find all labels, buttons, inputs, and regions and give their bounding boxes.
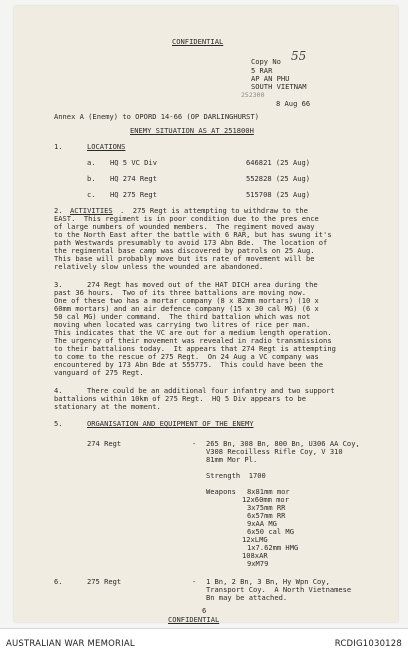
location-line-1: AP AN PHU	[251, 74, 290, 83]
paragraph-line: 50 cal MG) under command. The third battalion which was not	[54, 312, 311, 321]
date-stamp: 252300	[241, 91, 265, 99]
org-line: 81mm Mor Pl.	[206, 455, 258, 464]
section-3-number: 3.	[54, 280, 63, 289]
paragraph-line: 60mm mortars) and an air defence company (15 x 30 cal MG) (6 x	[54, 304, 319, 313]
page-number: 6	[202, 606, 207, 615]
classification-footer: CONFIDENTIAL	[168, 615, 220, 624]
location-grid: 515708 (25 Aug)	[246, 190, 311, 199]
org-line: Bn may be attached.	[206, 593, 288, 602]
date-line: 8 Aug 66	[276, 99, 311, 108]
paragraph-line: . 275 Regt is attempting to withdraw to the	[120, 206, 308, 215]
paragraph-line: relatively slow unless the wounded are abandoned.	[54, 262, 264, 271]
section-2-number: 2.	[54, 206, 63, 215]
location-name: HQ 274 Regt	[110, 174, 157, 183]
location-letter: c.	[87, 190, 96, 199]
section-1-number: 1.	[54, 142, 63, 151]
weapon-item: 9xM79	[247, 559, 269, 568]
paragraph-line: vanguard of 275 Regt.	[54, 368, 144, 377]
paragraph-line: There could be an additional four infantry and two support	[87, 386, 335, 395]
section-1-title: LOCATIONS	[87, 142, 126, 151]
archive-id: RCDIG1030128	[334, 639, 402, 649]
paragraph-line: to come to the rescue of 275 Regt. On 24 Aug a VC company was	[54, 352, 319, 361]
weapon-item: 6x50 cal MG	[247, 527, 294, 536]
unit-line: 5 RAR	[251, 66, 273, 75]
paragraph-line: past 36 hours. Two of its three battalions are moving now.	[54, 288, 306, 297]
weapon-item: 12xLMG	[242, 535, 268, 544]
weapon-item: 3x75mm RR	[247, 503, 286, 512]
situation-title: ENEMY SITUATION AS AT 251800H	[130, 126, 254, 135]
dash: -	[192, 439, 197, 448]
document-page	[14, 6, 398, 622]
weapon-item: 12x60mm mor	[242, 495, 289, 504]
archive-footer-bar	[0, 628, 408, 655]
regiment-label: 275 Regt	[87, 577, 122, 586]
paragraph-line: moving when located was carrying two litres of rice per man.	[54, 320, 311, 329]
copy-number: 55	[291, 49, 307, 63]
weapon-item: 6x57mm RR	[247, 511, 286, 520]
dash: -	[192, 577, 197, 586]
copy-line: Copy No	[251, 57, 281, 66]
paragraph-line: 274 Regt has moved out of the HAT DICH area during the	[87, 280, 318, 289]
section-5-number: 5.	[54, 419, 63, 428]
paragraph-line: battalions within 10km of 275 Regt. HQ 5 Div appears to be	[54, 394, 306, 403]
paragraph-line: This indicates that the VC are out for a medium length operation.	[54, 328, 332, 337]
section-5-title: ORGANISATION AND EQUIPMENT OF THE ENEMY	[87, 419, 254, 428]
paragraph-line: path Westwards presumably to avoid 173 Abn Bde. The location of	[54, 238, 328, 247]
paragraph-line: of large numbers of wounded members. The regiment moved away	[54, 222, 315, 231]
section-6-number: 6.	[54, 577, 63, 586]
paragraph-line: stationary at the moment.	[54, 402, 161, 411]
paragraph-line: The urgency of their movement was revealed in radio transmissions	[54, 336, 332, 345]
paragraph-line: to the North East after the battle with 6 RAR, but has swung it's	[54, 230, 332, 239]
weapon-item: 1x7.62mm HMG	[247, 543, 299, 552]
classification-header: CONFIDENTIAL	[172, 37, 224, 46]
weapon-item: 108xAR	[242, 551, 268, 560]
location-letter: b.	[87, 174, 96, 183]
archive-name: AUSTRALIAN WAR MEMORIAL	[6, 639, 135, 649]
weapon-item: 8x81mm mor	[247, 487, 290, 496]
section-4-number: 4.	[54, 386, 63, 395]
weapon-item: 9xAA MG	[247, 519, 277, 528]
paragraph-line: to their battalions today. It appears that 274 Regt is attempting	[54, 344, 336, 353]
paragraph-line: This base will probably move but its rate of movement will be	[54, 254, 315, 263]
paragraph-line: EAST. This regiment is in poor condition due to the pres ence	[54, 214, 319, 223]
strength-line: Strength 1700	[206, 471, 266, 480]
location-letter: a.	[87, 158, 96, 167]
regiment-label: 274 Regt	[87, 439, 122, 448]
org-line: V308 Recoilless Rifle Coy, V 310	[206, 447, 343, 456]
location-name: HQ 5 VC Div	[110, 158, 157, 167]
location-grid: 646821 (25 Aug)	[246, 158, 311, 167]
location-name: HQ 275 Regt	[110, 190, 157, 199]
location-grid: 552828 (25 Aug)	[246, 174, 311, 183]
paragraph-line: One of these two has a mortar company (8 x 82mm mortars) (10 x	[54, 296, 319, 305]
weapons-label: Weapons	[206, 487, 236, 496]
org-line: 1 Bn, 2 Bn, 3 Bn, Hy Wpn Coy,	[206, 577, 330, 586]
paragraph-line: encountered by 173 Abn Bde at 555775. This could have been the	[54, 360, 324, 369]
paragraph-line: the regimental base camp was discovered by patrols on 25 Aug.	[54, 246, 315, 255]
org-line: 265 Bn, 308 Bn, 800 Bn, U306 AA Coy,	[206, 439, 360, 448]
section-2-title: ACTIVITIES	[70, 206, 113, 215]
location-line-2: SOUTH VIETNAM	[251, 82, 307, 91]
org-line: Transport Coy. A North Vietnamese	[206, 585, 352, 594]
annex-title: Annex A (Enemy) to OPORD 14-66 (OP DARLINGHURST)	[54, 112, 259, 121]
